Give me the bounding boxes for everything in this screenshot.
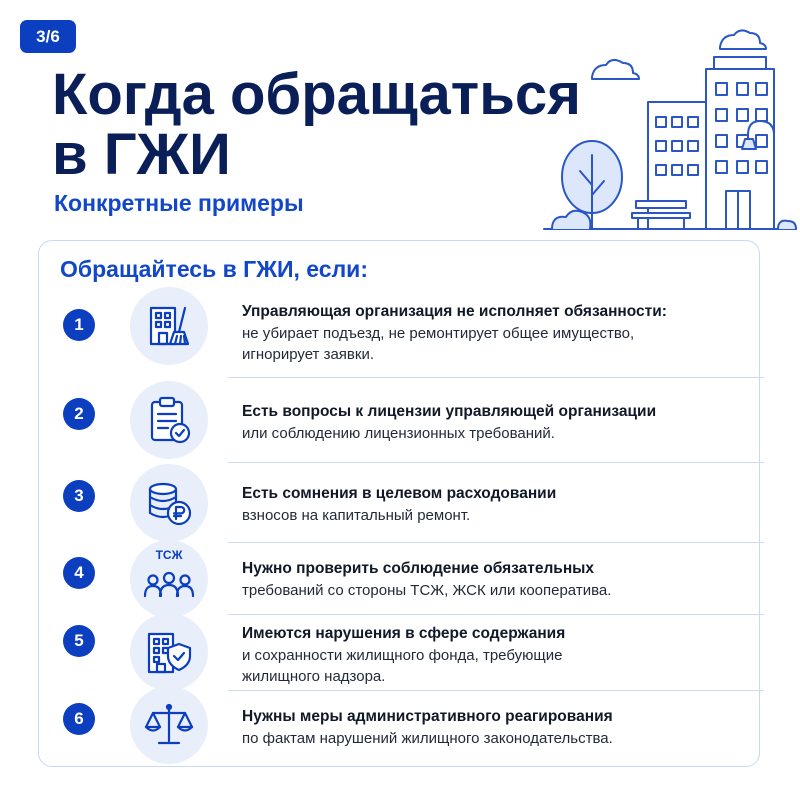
item-icon-circle bbox=[130, 540, 208, 618]
row-divider bbox=[228, 462, 764, 463]
city-illustration bbox=[540, 25, 800, 235]
tszh-label: ТСЖ bbox=[155, 548, 183, 562]
page-title-line-1: Когда обращаться bbox=[52, 62, 581, 127]
row-divider bbox=[228, 542, 764, 543]
item-title: Управляющая организация не исполняет обязанности: bbox=[242, 303, 667, 320]
item-title: Есть сомнения в целевом расходовании bbox=[242, 485, 557, 502]
building-broom-icon bbox=[141, 298, 197, 354]
coins-ruble-icon bbox=[141, 475, 197, 531]
item-icon-circle bbox=[130, 381, 208, 459]
item-title: Имеются нарушения в сфере содержания bbox=[242, 625, 566, 642]
item-number-badge: 4 bbox=[63, 557, 95, 589]
item-text bbox=[242, 706, 762, 749]
item-title: Нужны меры административного реагирования bbox=[242, 708, 613, 725]
item-detail-line: взносов на капитальный ремонт. bbox=[242, 507, 471, 524]
item-number-badge: 1 bbox=[63, 309, 95, 341]
building-shield-icon bbox=[141, 624, 197, 680]
item-number-badge: 5 bbox=[63, 625, 95, 657]
item-detail-line: или соблюдению лицензионных требований. bbox=[242, 425, 555, 442]
row-divider bbox=[228, 690, 764, 691]
item-icon-circle bbox=[130, 613, 208, 691]
item-title: Есть вопросы к лицензии управляющей организации bbox=[242, 403, 657, 420]
page-indicator-badge: 3/6 bbox=[20, 20, 76, 53]
item-text bbox=[242, 483, 762, 526]
item-icon-circle bbox=[130, 464, 208, 542]
page-subtitle: Конкретные примеры bbox=[54, 190, 304, 216]
item-number-badge: 3 bbox=[63, 480, 95, 512]
row-divider bbox=[228, 614, 764, 615]
clipboard-check-icon bbox=[141, 392, 197, 448]
item-detail-line: и сохранности жилищного фонда, требующие bbox=[242, 647, 563, 664]
row-divider bbox=[228, 377, 764, 378]
item-text bbox=[242, 301, 762, 365]
item-detail-line: по фактам нарушений жилищного законодательства. bbox=[242, 730, 613, 747]
card-heading: Обращайтесь в ГЖИ, если: bbox=[60, 256, 368, 282]
item-icon-circle bbox=[130, 686, 208, 764]
page-title-line-2: в ГЖИ bbox=[52, 122, 231, 187]
scales-icon bbox=[141, 697, 197, 753]
item-number-badge: 2 bbox=[63, 398, 95, 430]
item-detail-line: игнорирует заявки. bbox=[242, 346, 375, 363]
item-detail-line: жилищного надзора. bbox=[242, 668, 386, 685]
item-text bbox=[242, 558, 762, 601]
item-text bbox=[242, 623, 762, 687]
item-icon-circle bbox=[130, 287, 208, 365]
item-detail-line: не убирает подъезд, не ремонтирует общее имущество, bbox=[242, 325, 635, 342]
item-title: Нужно проверить соблюдение обязательных bbox=[242, 560, 595, 577]
item-text bbox=[242, 401, 762, 444]
tszh-people-icon bbox=[141, 558, 197, 614]
item-number-badge: 6 bbox=[63, 703, 95, 735]
item-detail-line: требований со стороны ТСЖ, ЖСК или кооператива. bbox=[242, 582, 612, 599]
